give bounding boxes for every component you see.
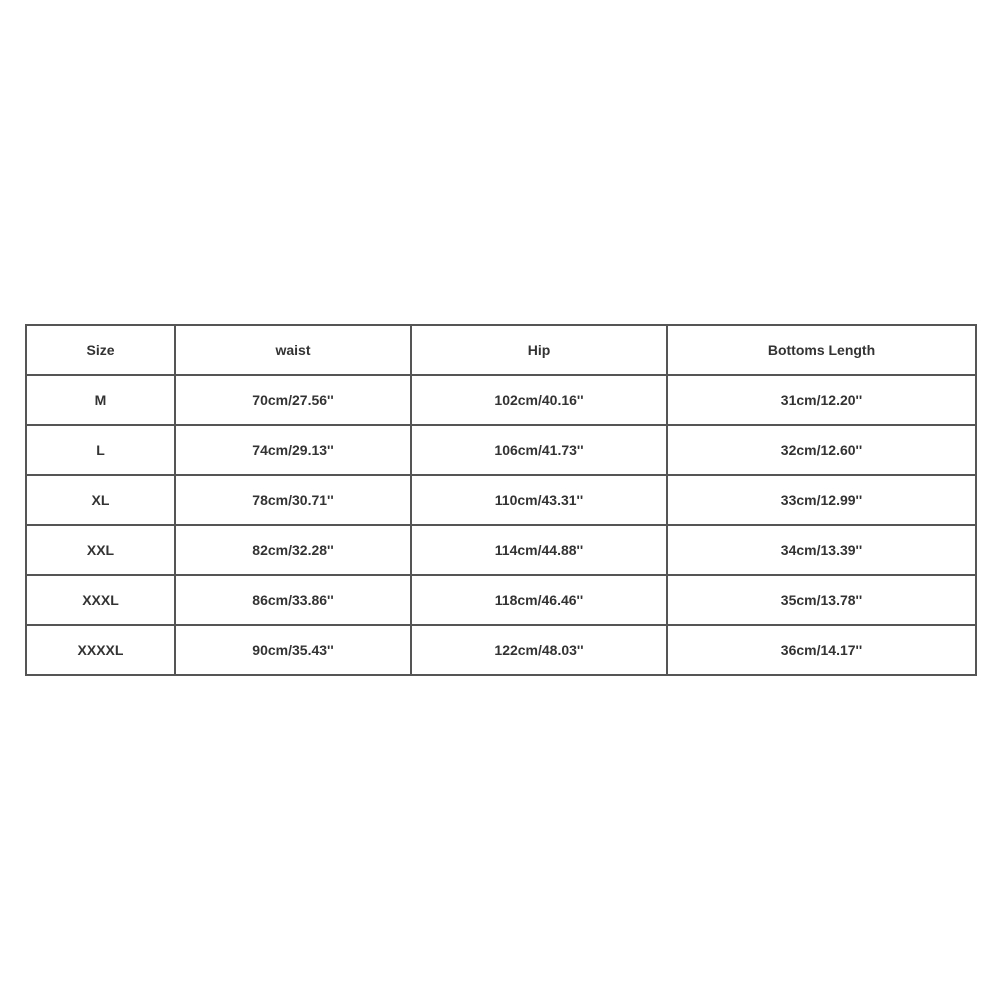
header-bottoms-length: Bottoms Length [667,325,976,375]
table-row [26,375,976,425]
cell-bottoms-length: 33cm/12.99'' [667,475,976,525]
cell-size: XXXL [26,575,175,625]
cell-size: XXL [26,525,175,575]
table-header-row [26,325,976,375]
cell-waist: 78cm/30.71'' [175,475,411,525]
cell-bottoms-length: 31cm/12.20'' [667,375,976,425]
cell-size: L [26,425,175,475]
cell-waist: 90cm/35.43'' [175,625,411,675]
cell-size: XXXXL [26,625,175,675]
cell-hip: 122cm/48.03'' [411,625,667,675]
cell-waist: 82cm/32.28'' [175,525,411,575]
cell-hip: 102cm/40.16'' [411,375,667,425]
cell-hip: 106cm/41.73'' [411,425,667,475]
header-hip: Hip [411,325,667,375]
table-row [26,625,976,675]
cell-size: M [26,375,175,425]
size-chart-table [25,324,977,676]
header-waist: waist [175,325,411,375]
header-size: Size [26,325,175,375]
cell-hip: 110cm/43.31'' [411,475,667,525]
cell-bottoms-length: 36cm/14.17'' [667,625,976,675]
cell-bottoms-length: 32cm/12.60'' [667,425,976,475]
table-row [26,575,976,625]
cell-hip: 114cm/44.88'' [411,525,667,575]
cell-bottoms-length: 35cm/13.78'' [667,575,976,625]
table-row [26,525,976,575]
cell-waist: 74cm/29.13'' [175,425,411,475]
cell-waist: 86cm/33.86'' [175,575,411,625]
cell-size: XL [26,475,175,525]
table-row [26,425,976,475]
cell-hip: 118cm/46.46'' [411,575,667,625]
cell-waist: 70cm/27.56'' [175,375,411,425]
table-row [26,475,976,525]
cell-bottoms-length: 34cm/13.39'' [667,525,976,575]
